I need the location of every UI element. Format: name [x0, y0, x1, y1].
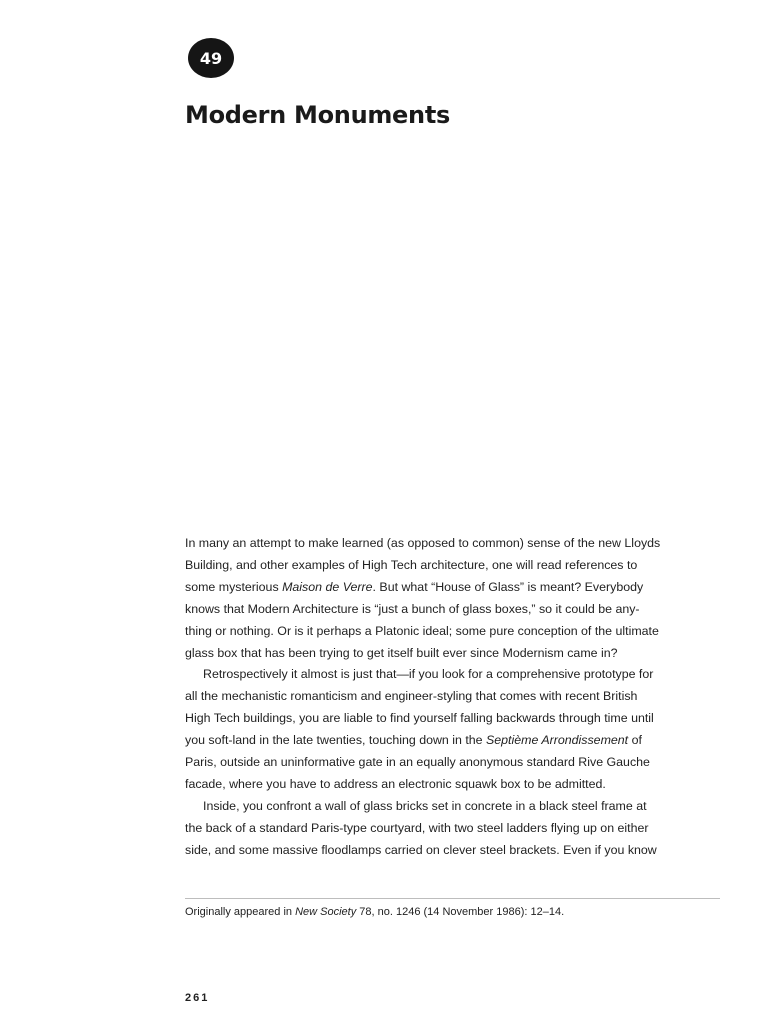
chapter-title: Modern Monuments — [185, 101, 450, 129]
text-line: the back of a standard Paris-type courtyard, with two steel ladders flying up on either — [185, 820, 649, 835]
chapter-number: 49 — [199, 48, 223, 68]
chapter-number-badge — [188, 38, 234, 78]
italic-phrase: Maison de Verre — [282, 579, 373, 594]
text-line: all the mechanistic romanticism and engineer-styling that comes with recent British — [185, 689, 638, 704]
text-line: thing or nothing. Or is it perhaps a Platonic ideal; some pure conception of the ultimate — [185, 623, 659, 638]
text-line: some mysterious Maison de Verre. But what “House of Glass” is meant? Everybody — [185, 579, 644, 594]
text-line: Paris, outside an uninformative gate in an equally anonymous standard Rive Gauche — [185, 755, 650, 770]
text-line: High Tech buildings, you are liable to find yourself falling backwards through time until — [185, 711, 654, 726]
footnote-divider — [185, 898, 720, 899]
italic-phrase: Septième Arrondissement — [486, 733, 629, 748]
page-number: 261 — [185, 992, 210, 1004]
text-line: side, and some massive floodlamps carried on clever steel brackets. Even if you know — [185, 842, 657, 857]
body-text — [185, 533, 725, 862]
text-line: knows that Modern Architecture is “just a bunch of glass boxes,” so it could be any- — [185, 601, 640, 616]
text-line: you soft-land in the late twenties, touching down in the Septième Arrondissement of — [185, 733, 642, 748]
text-line: Retrospectively it almost is just that—if you look for a comprehensive prototype for — [203, 667, 654, 682]
text-line: In many an attempt to make learned (as opposed to common) sense of the new Lloyds — [185, 536, 661, 550]
text-line: Inside, you confront a wall of glass bricks set in concrete in a black steel frame at — [203, 798, 647, 813]
italic-phrase: New Society — [295, 906, 357, 918]
footnote: Originally appeared in New Society 78, no. 1246 (14 November 1986): 12–14. — [185, 906, 565, 918]
text-line: facade, where you have to address an electronic squawk box to be admitted. — [185, 776, 606, 791]
text-line: glass box that has been trying to get itself built ever since Modernism came in? — [185, 645, 618, 660]
text-line: Building, and other examples of High Tech architecture, one will read references to — [185, 557, 638, 572]
